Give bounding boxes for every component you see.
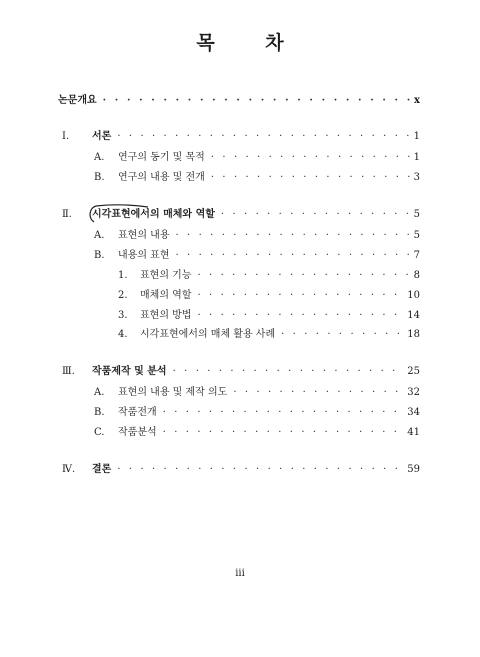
toc-section-3 bbox=[62, 365, 420, 379]
toc-item-2b bbox=[94, 249, 420, 263]
toc-page: 3 bbox=[413, 172, 420, 183]
toc-number: Ⅰ. bbox=[62, 131, 70, 142]
leader-dots bbox=[281, 328, 404, 342]
toc-label: 작품분석 bbox=[118, 427, 157, 438]
toc-item-3c bbox=[94, 426, 420, 440]
toc-number: A. bbox=[94, 387, 105, 398]
toc-section-4 bbox=[62, 463, 420, 477]
toc-number: C. bbox=[94, 427, 105, 438]
toc-page: 41 bbox=[407, 427, 420, 438]
toc-number: Ⅲ. bbox=[62, 366, 75, 377]
leader-dots bbox=[197, 269, 410, 283]
leader-dots bbox=[197, 289, 404, 303]
toc-page: 5 bbox=[413, 209, 420, 220]
page-title: 목 차 bbox=[196, 32, 306, 54]
toc-label: 매체의 역할 bbox=[140, 290, 192, 301]
toc-number: Ⅱ. bbox=[62, 209, 72, 220]
toc-page: 34 bbox=[407, 407, 420, 418]
toc-page: 1 bbox=[413, 131, 420, 142]
toc-label: 시각표현에서의 매체와 역할 bbox=[92, 209, 215, 220]
toc-page: 18 bbox=[407, 329, 420, 340]
leader-dots bbox=[175, 249, 410, 263]
toc-label: 표현의 기능 bbox=[140, 270, 192, 281]
toc-label: 시각표현에서의 매체 활용 사례 bbox=[140, 329, 276, 340]
toc-page: 59 bbox=[407, 464, 420, 475]
toc-subitem-2b2 bbox=[118, 289, 420, 303]
toc-label: 내용의 표현 bbox=[118, 250, 170, 261]
toc-page: 8 bbox=[413, 270, 420, 281]
leader-dots bbox=[117, 130, 410, 144]
toc-label: 작품전개 bbox=[118, 407, 157, 418]
toc-label: 연구의 내용 및 전개 bbox=[118, 172, 205, 183]
leader-dots bbox=[211, 171, 411, 185]
toc-section-1 bbox=[62, 130, 420, 144]
toc-label: 표현의 방법 bbox=[140, 310, 192, 321]
toc-label: 작품제작 및 분석 bbox=[92, 366, 167, 377]
toc-number: B. bbox=[94, 250, 105, 261]
toc-label: 표현의 내용 및 제작 의도 bbox=[118, 387, 228, 398]
toc-page: 1 bbox=[413, 152, 420, 163]
toc-label: 서론 bbox=[92, 131, 112, 142]
toc-subitem-2b1 bbox=[118, 269, 420, 283]
toc-number: 2. bbox=[118, 290, 128, 301]
leader-dots bbox=[173, 365, 405, 379]
toc-number: Ⅳ. bbox=[62, 464, 76, 475]
leader-dots bbox=[197, 309, 404, 323]
toc-page: 7 bbox=[413, 250, 420, 261]
toc-label: 논문개요 bbox=[58, 95, 97, 106]
toc-page: 32 bbox=[407, 387, 420, 398]
leader-dots bbox=[103, 94, 411, 108]
toc-item-3b bbox=[94, 406, 420, 420]
leader-dots bbox=[163, 406, 405, 420]
toc-number: A. bbox=[94, 152, 105, 163]
toc-item-1a bbox=[94, 151, 420, 165]
toc-subitem-2b4 bbox=[118, 328, 420, 342]
toc-label: 연구의 동기 및 목적 bbox=[118, 152, 205, 163]
toc-number: 3. bbox=[118, 310, 128, 321]
toc-number: A. bbox=[94, 230, 105, 241]
toc-subitem-2b3 bbox=[118, 309, 420, 323]
toc-label: 표현의 내용 bbox=[118, 230, 170, 241]
leader-dots bbox=[233, 386, 404, 400]
toc-number: B. bbox=[94, 407, 105, 418]
toc-number: 4. bbox=[118, 329, 128, 340]
toc-page: 14 bbox=[407, 310, 420, 321]
toc-page: 25 bbox=[407, 366, 420, 377]
toc-number: 1. bbox=[118, 270, 128, 281]
toc-page: x bbox=[414, 95, 420, 106]
footer-page-number: iii bbox=[235, 568, 245, 579]
leader-dots bbox=[163, 426, 405, 440]
toc-label: 결론 bbox=[92, 464, 112, 475]
leader-dots bbox=[211, 151, 411, 165]
toc-page: 10 bbox=[407, 290, 420, 301]
leader-dots bbox=[175, 229, 410, 243]
toc-item-2a bbox=[94, 229, 420, 243]
toc-item-3a bbox=[94, 386, 420, 400]
toc-page: 5 bbox=[413, 230, 420, 241]
toc-entry-overview bbox=[58, 94, 420, 108]
leader-dots bbox=[117, 463, 404, 477]
toc-section-2 bbox=[62, 208, 420, 222]
toc-number: B. bbox=[94, 172, 105, 183]
toc-item-1b bbox=[94, 171, 420, 185]
leader-dots bbox=[221, 208, 411, 222]
